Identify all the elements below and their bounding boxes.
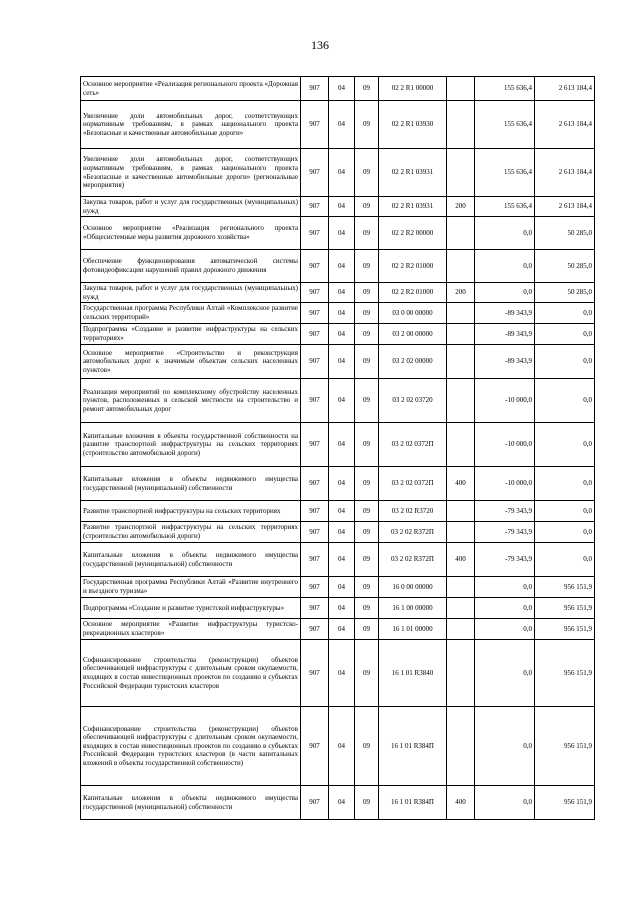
table-row	[81, 345, 595, 379]
cell-sum1: -10 000,0	[475, 467, 535, 501]
cell-sum1: -79 343,9	[475, 522, 535, 543]
cell-grbs: 907	[301, 501, 329, 522]
cell-grbs: 907	[301, 324, 329, 345]
cell-vr	[447, 598, 475, 619]
cell-sum2: 2 613 184,4	[535, 101, 595, 149]
cell-vr	[447, 619, 475, 640]
cell-grbs: 907	[301, 619, 329, 640]
cell-sum2: 956 151,9	[535, 640, 595, 707]
cell-name: Основное мероприятие «Реализация регионального проекта «Дорожная сеть»	[81, 77, 301, 101]
cell-pr: 09	[355, 303, 379, 324]
cell-pr: 09	[355, 345, 379, 379]
table-row	[81, 640, 595, 707]
cell-csr: 16 1 01 R384П	[379, 707, 447, 786]
cell-vr: 200	[447, 283, 475, 303]
table-row	[81, 467, 595, 501]
cell-csr: 03 0 00 00000	[379, 303, 447, 324]
cell-rz: 04	[329, 303, 355, 324]
cell-vr	[447, 577, 475, 598]
table-row	[81, 283, 595, 303]
table-row	[81, 217, 595, 250]
cell-rz: 04	[329, 467, 355, 501]
table-row	[81, 543, 595, 577]
cell-rz: 04	[329, 345, 355, 379]
cell-pr: 09	[355, 501, 379, 522]
cell-sum1: -89 343,9	[475, 345, 535, 379]
cell-sum1: 0,0	[475, 707, 535, 786]
cell-csr: 02 2 R1 03930	[379, 101, 447, 149]
cell-rz: 04	[329, 101, 355, 149]
cell-csr: 02 2 R1 03931	[379, 149, 447, 197]
budget-table-body	[81, 77, 595, 820]
cell-sum2: 50 285,0	[535, 283, 595, 303]
cell-vr	[447, 379, 475, 423]
cell-csr: 16 1 00 00000	[379, 598, 447, 619]
table-row	[81, 149, 595, 197]
cell-sum2: 2 613 184,4	[535, 149, 595, 197]
table-row	[81, 577, 595, 598]
cell-name: Капитальные вложения в объекты недвижимого имущества государственной (муниципальной) собственности	[81, 543, 301, 577]
budget-table	[80, 76, 595, 820]
cell-pr: 09	[355, 423, 379, 467]
cell-sum2: 0,0	[535, 345, 595, 379]
cell-vr	[447, 217, 475, 250]
cell-sum2: 0,0	[535, 522, 595, 543]
cell-name: Увеличение доли автомобильных дорог, соответствующих нормативным требованиям, в рамках национального проекта «Безопасные и качественные автомобильные дороги»	[81, 101, 301, 149]
cell-sum1: -79 343,9	[475, 543, 535, 577]
cell-sum2: 0,0	[535, 423, 595, 467]
cell-vr	[447, 149, 475, 197]
cell-rz: 04	[329, 324, 355, 345]
cell-rz: 04	[329, 543, 355, 577]
cell-vr	[447, 324, 475, 345]
cell-pr: 09	[355, 786, 379, 820]
cell-sum2: 956 151,9	[535, 577, 595, 598]
table-row	[81, 786, 595, 820]
cell-grbs: 907	[301, 149, 329, 197]
cell-csr: 16 1 01 00000	[379, 619, 447, 640]
cell-vr: 200	[447, 197, 475, 217]
cell-rz: 04	[329, 149, 355, 197]
cell-grbs: 907	[301, 467, 329, 501]
cell-grbs: 907	[301, 543, 329, 577]
cell-sum1: 0,0	[475, 283, 535, 303]
cell-vr	[447, 501, 475, 522]
cell-vr	[447, 707, 475, 786]
cell-grbs: 907	[301, 250, 329, 283]
cell-vr: 400	[447, 786, 475, 820]
cell-name: Закупка товаров, работ и услуг для государственных (муниципальных) нужд	[81, 197, 301, 217]
cell-grbs: 907	[301, 345, 329, 379]
cell-pr: 09	[355, 522, 379, 543]
cell-pr: 09	[355, 250, 379, 283]
cell-grbs: 907	[301, 577, 329, 598]
cell-sum1: 0,0	[475, 217, 535, 250]
cell-sum1: -89 343,9	[475, 303, 535, 324]
table-row	[81, 598, 595, 619]
cell-grbs: 907	[301, 77, 329, 101]
table-row	[81, 250, 595, 283]
table-row	[81, 522, 595, 543]
page-number: 136	[311, 38, 329, 52]
cell-name: Капитальные вложения в объекты недвижимого имущества государственной (муниципальной) собственности	[81, 786, 301, 820]
table-row	[81, 423, 595, 467]
cell-vr	[447, 345, 475, 379]
cell-pr: 09	[355, 197, 379, 217]
cell-vr	[447, 303, 475, 324]
cell-grbs: 907	[301, 217, 329, 250]
cell-name: Основное мероприятие «Строительство и реконструкция автомобильных дорог к значимым объектам сельских населенных пунктов»	[81, 345, 301, 379]
cell-rz: 04	[329, 598, 355, 619]
cell-csr: 02 2 R1 03931	[379, 197, 447, 217]
cell-csr: 03 2 02 0372П	[379, 423, 447, 467]
cell-vr	[447, 522, 475, 543]
cell-sum1: -10 000,0	[475, 423, 535, 467]
table-row	[81, 501, 595, 522]
cell-vr	[447, 250, 475, 283]
cell-sum2: 0,0	[535, 324, 595, 345]
cell-grbs: 907	[301, 283, 329, 303]
cell-rz: 04	[329, 577, 355, 598]
cell-name: Развитие транспортной инфраструктуры на сельских территориях (строительство автомобильной дороги)	[81, 522, 301, 543]
cell-vr	[447, 640, 475, 707]
cell-rz: 04	[329, 619, 355, 640]
cell-name: Капитальные вложения в объекты государственной собственности на развитие транспортной инфраструктуры на сельских территориях (строительство автомобильной дороги)	[81, 423, 301, 467]
cell-grbs: 907	[301, 598, 329, 619]
table-row	[81, 101, 595, 149]
cell-vr	[447, 77, 475, 101]
cell-csr: 03 2 02 03720	[379, 379, 447, 423]
cell-rz: 04	[329, 501, 355, 522]
cell-pr: 09	[355, 707, 379, 786]
cell-rz: 04	[329, 379, 355, 423]
cell-name: Развитие транспортной инфраструктуры на сельских территориях	[81, 501, 301, 522]
cell-sum2: 2 613 184,4	[535, 197, 595, 217]
cell-csr: 02 2 R2 01000	[379, 283, 447, 303]
table-row	[81, 379, 595, 423]
cell-sum1: 0,0	[475, 250, 535, 283]
cell-name: Увеличение доли автомобильных дорог, соответствующих нормативным требованиям, в рамках национального проекта «Безопасные и качественные автомобильные дороги» (региональные мероприятия)	[81, 149, 301, 197]
cell-rz: 04	[329, 197, 355, 217]
cell-grbs: 907	[301, 303, 329, 324]
cell-sum1: 0,0	[475, 598, 535, 619]
cell-rz: 04	[329, 250, 355, 283]
cell-name: Основное мероприятие «Реализация регионального проекта «Общесистемные меры развития дорожного хозяйства»	[81, 217, 301, 250]
cell-name: Основное мероприятие «Развитие инфраструктуры туристско-рекреационных кластеров»	[81, 619, 301, 640]
cell-csr: 16 1 01 R3840	[379, 640, 447, 707]
cell-sum2: 956 151,9	[535, 598, 595, 619]
cell-sum1: -79 343,9	[475, 501, 535, 522]
cell-csr: 03 2 00 00000	[379, 324, 447, 345]
cell-grbs: 907	[301, 707, 329, 786]
cell-rz: 04	[329, 217, 355, 250]
cell-rz: 04	[329, 707, 355, 786]
cell-sum2: 0,0	[535, 303, 595, 324]
cell-csr: 16 1 01 R384П	[379, 786, 447, 820]
cell-csr: 02 2 R2 01000	[379, 250, 447, 283]
cell-pr: 09	[355, 324, 379, 345]
cell-csr: 16 0 00 00000	[379, 577, 447, 598]
cell-name: Закупка товаров, работ и услуг для государственных (муниципальных) нужд	[81, 283, 301, 303]
cell-csr: 02 2 R1 00000	[379, 77, 447, 101]
cell-csr: 03 2 02 0372П	[379, 467, 447, 501]
cell-grbs: 907	[301, 522, 329, 543]
cell-sum1: 0,0	[475, 619, 535, 640]
cell-vr	[447, 101, 475, 149]
cell-name: Софинансирование строительства (реконструкции) объектов обеспечивающей инфраструктуры с длительным сроком окупаемости, входящих в состав инвестиционных проектов по созданию в субъектах Российской Федерации туристских кластеров (в части капитальных вложений в объекты государственной собственности)	[81, 707, 301, 786]
cell-name: Реализация мероприятий по комплексному обустройству населенных пунктов, расположенных в сельской местности на строительство и ремонт автомобильных дорог	[81, 379, 301, 423]
cell-sum2: 0,0	[535, 543, 595, 577]
cell-pr: 09	[355, 543, 379, 577]
cell-sum1: 0,0	[475, 577, 535, 598]
cell-sum1: 155 636,4	[475, 149, 535, 197]
cell-rz: 04	[329, 640, 355, 707]
cell-sum2: 50 285,0	[535, 217, 595, 250]
table-row	[81, 324, 595, 345]
cell-pr: 09	[355, 283, 379, 303]
cell-pr: 09	[355, 619, 379, 640]
cell-csr: 02 2 R2 00000	[379, 217, 447, 250]
cell-vr: 400	[447, 467, 475, 501]
cell-pr: 09	[355, 217, 379, 250]
cell-pr: 09	[355, 77, 379, 101]
cell-grbs: 907	[301, 101, 329, 149]
cell-sum2: 956 151,9	[535, 707, 595, 786]
cell-sum2: 0,0	[535, 467, 595, 501]
cell-pr: 09	[355, 379, 379, 423]
cell-csr: 03 2 02 R372П	[379, 522, 447, 543]
cell-rz: 04	[329, 786, 355, 820]
cell-grbs: 907	[301, 423, 329, 467]
cell-grbs: 907	[301, 379, 329, 423]
cell-rz: 04	[329, 522, 355, 543]
cell-sum2: 50 285,0	[535, 250, 595, 283]
cell-name: Капитальные вложения в объекты недвижимого имущества государственной (муниципальной) собственности	[81, 467, 301, 501]
cell-sum1: 155 636,4	[475, 77, 535, 101]
cell-rz: 04	[329, 77, 355, 101]
cell-name: Обеспечение функционирования автоматической системы фотовидеофиксации нарушений правил дорожного движения	[81, 250, 301, 283]
cell-pr: 09	[355, 101, 379, 149]
cell-name: Подпрограмма «Создание и развитие туристской инфраструктуры»	[81, 598, 301, 619]
table-row	[81, 619, 595, 640]
cell-sum1: -89 343,9	[475, 324, 535, 345]
cell-pr: 09	[355, 577, 379, 598]
cell-vr: 400	[447, 543, 475, 577]
cell-pr: 09	[355, 467, 379, 501]
cell-sum2: 0,0	[535, 501, 595, 522]
cell-name: Государственная программа Республики Алтай «Комплексное развитие сельских территорий»	[81, 303, 301, 324]
cell-csr: 03 2 02 R372П	[379, 543, 447, 577]
cell-sum1: 155 636,4	[475, 101, 535, 149]
cell-csr: 03 2 02 00000	[379, 345, 447, 379]
cell-sum1: -10 000,0	[475, 379, 535, 423]
cell-grbs: 907	[301, 640, 329, 707]
table-row	[81, 303, 595, 324]
cell-csr: 03 2 02 R3720	[379, 501, 447, 522]
table-row	[81, 197, 595, 217]
cell-vr	[447, 423, 475, 467]
cell-sum2: 956 151,9	[535, 786, 595, 820]
cell-pr: 09	[355, 640, 379, 707]
cell-rz: 04	[329, 283, 355, 303]
cell-sum2: 956 151,9	[535, 619, 595, 640]
table-row	[81, 707, 595, 786]
cell-sum2: 0,0	[535, 379, 595, 423]
cell-sum1: 0,0	[475, 786, 535, 820]
cell-name: Государственная программа Республики Алтай «Развитие внутреннего и въездного туризма»	[81, 577, 301, 598]
cell-sum1: 0,0	[475, 640, 535, 707]
cell-pr: 09	[355, 149, 379, 197]
cell-grbs: 907	[301, 197, 329, 217]
table-row	[81, 77, 595, 101]
cell-rz: 04	[329, 423, 355, 467]
cell-grbs: 907	[301, 786, 329, 820]
cell-name: Софинансирование строительства (реконструкции) объектов обеспечивающей инфраструктуры с длительным сроком окупаемости, входящих в состав инвестиционных проектов по созданию в субъектах Российской Федерации туристских кластеров	[81, 640, 301, 707]
cell-sum1: 155 636,4	[475, 197, 535, 217]
cell-sum2: 2 613 184,4	[535, 77, 595, 101]
cell-pr: 09	[355, 598, 379, 619]
cell-name: Подпрограмма «Создание и развитие инфраструктуры на сельских территориях»	[81, 324, 301, 345]
